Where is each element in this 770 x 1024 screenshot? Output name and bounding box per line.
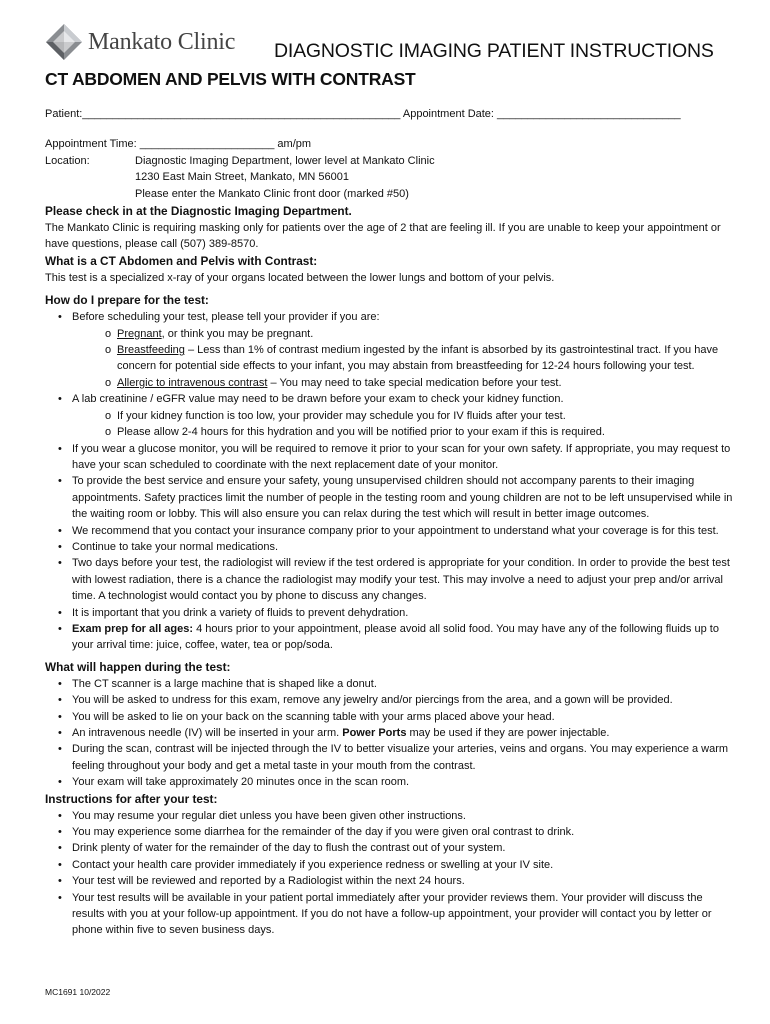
list-item: • Contact your health care provider immediately if you experience redness or swelling at your IV site. [45,857,735,873]
list-item: • You may experience some diarrhea for the remainder of the day if you were given oral contrast to drink. [45,824,735,840]
during-heading: What will happen during the test: [45,659,231,674]
list-item: • You may resume your regular diet unless you have been given other instructions. [45,808,735,824]
list-item: • If you wear a glucose monitor, you will be required to remove it prior to your scan for your own safety. If appropriate, you may request to have your scan scheduled to coordinate with the next replacement date of your monitor. [45,441,735,474]
list-item: • Two days before your test, the radiologist will review if the test ordered is appropriate for your condition. In order to provide the best test with lowest radiation, there is a chance the radiologist may modify your test. This may involve a need to adjust your prep and/or arrival time. A technologist would contact you by phone to discuss any changes. [45,555,735,604]
list-item: • Your exam will take approximately 20 minutes once in the scan room. [45,774,735,790]
what-is-text: This test is a specialized x-ray of your organs located between the lower lungs and bottom of your pelvis. [45,271,555,284]
what-is-heading: What is a CT Abdomen and Pelvis with Contrast: [45,253,318,268]
list-item: • You will be asked to undress for this exam, remove any jewelry and/or piercings from the area, and a gown will be provided. [45,692,735,708]
location-block [45,153,735,202]
list-item: • Before scheduling your test, please tell your provider if you are: o Pregnant, or think you may be pregnant. o Breastfeeding – Less than 1% of contrast medium ingested by the infant is absorbed by its gastrointestinal tract. If you have concern for potential side effects to your infant, you may abstain from breastfeeding for 12-24 hours following your test. o Allergic to intravenous contrast – You may need to take special medication before your test. [45,309,735,391]
location-label: Location: [45,154,90,167]
after-list [45,808,735,939]
after-heading: Instructions for after your test: [45,791,218,806]
power-ports-label: Power Ports [342,727,407,739]
list-item: • You will be asked to lie on your back on the scanning table with your arms placed above your head. [45,709,735,725]
breastfeeding-label: Breastfeeding [117,344,185,357]
sub-list-item: o Pregnant, or think you may be pregnant. [72,326,735,342]
document-title: DIAGNOSTIC IMAGING PATIENT INSTRUCTIONS [274,40,714,62]
pregnant-label: Pregnant [117,327,162,340]
checkin-text: The Mankato Clinic is requiring masking only for patients over the age of 2 that are feeling ill. If you are unable to keep your appointment or have questions, please call (507) 389-8570. [45,222,721,251]
brand-name: Mankato Clinic [88,28,236,55]
list-item: • We recommend that you contact your insurance company prior to your appointment to understand what your coverage is for this test. [45,523,735,539]
prepare-list [45,309,735,654]
sub-list-item: o Please allow 2-4 hours for this hydration and you will be notified prior to your exam if this is required. [72,424,735,440]
list-item: • The CT scanner is a large machine that is shaped like a donut. [45,676,735,692]
exam-title: CT ABDOMEN AND PELVIS WITH CONTRAST [45,69,416,89]
patient-date-line: Patient:____________________________________________________ Appointment Date: ______________________________ [45,108,681,120]
list-item: • A lab creatinine / eGFR value may need to be drawn before your exam to check your kidney function. o If your kidney function is too low, your provider may schedule you for IV fluids after your test. o Please allow 2-4 hours for this hydration and you will be notified prior to your exam if this is required. [45,391,735,440]
list-item: • Continue to take your normal medications. [45,539,735,555]
clinic-logo-icon [44,22,84,62]
location-line: Please enter the Mankato Clinic front door (marked #50) [135,187,409,200]
form-code: MC1691 10/2022 [45,987,111,997]
list-item: • Your test results will be available in your patient portal immediately after your provider reviews them. Your provider will discuss the results with you at your follow-up appointment. If you do not have a follow-up appointment, your provider will contact you by letter or phone within five to seven business days. [45,890,735,939]
list-item: • To provide the best service and ensure your safety, young unsupervised children should not accompany parents to their imaging appointments. Safety practices limit the number of people in the testing room and young children are not to be left unsupervised while in the waiting room or lobby. This will also ensure you can relax during the test which will result in better image outcomes. [45,473,735,522]
exam-prep-label: Exam prep for all ages: [72,622,194,635]
list-item: • Drink plenty of water for the remainder of the day to flush the contrast out of your system. [45,840,735,856]
list-item: • An intravenous needle (IV) will be inserted in your arm. Power Ports may be used if they are power injectable. [45,725,735,741]
prepare-heading: How do I prepare for the test: [45,293,209,308]
instructions-body [45,106,735,939]
list-item: • Your test will be reviewed and reported by a Radiologist within the next 24 hours. [45,873,735,889]
location-line: 1230 East Main Street, Mankato, MN 56001 [135,171,350,184]
checkin-heading: Please check in at the Diagnostic Imaging Department. [45,204,352,219]
sub-list-item: o If your kidney function is too low, your provider may schedule you for IV fluids after your test. [72,408,735,424]
allergic-label: Allergic to intravenous contrast [117,376,268,389]
list-item: • It is important that you drink a variety of fluids to prevent dehydration. [45,605,735,621]
list-item: • During the scan, contrast will be injected through the IV to better visualize your arteries, veins and organs. You may experience a warm feeling throughout your body and get a metal taste in your mouth from the contrast. [45,741,735,774]
location-line: Diagnostic Imaging Department, lower level at Mankato Clinic [135,154,435,167]
clinic-logo [44,20,244,64]
list-item: • Exam prep for all ages: 4 hours prior to your appointment, please avoid all solid food. You may have any of the following fluids up to your arrival time: juice, coffee, water, tea or pop/soda. [45,621,735,654]
sub-list-item: o Allergic to intravenous contrast – You may need to take special medication before your test. [72,375,735,391]
sub-list-item: o Breastfeeding – Less than 1% of contrast medium ingested by the infant is absorbed by its gastrointestinal tract. If you have concern for potential side effects to your infant, you may abstain from breastfeeding for 12-24 hours following your test. [72,342,735,375]
during-list [45,676,735,791]
appointment-time-line: Appointment Time: ______________________ am/pm [45,138,312,151]
